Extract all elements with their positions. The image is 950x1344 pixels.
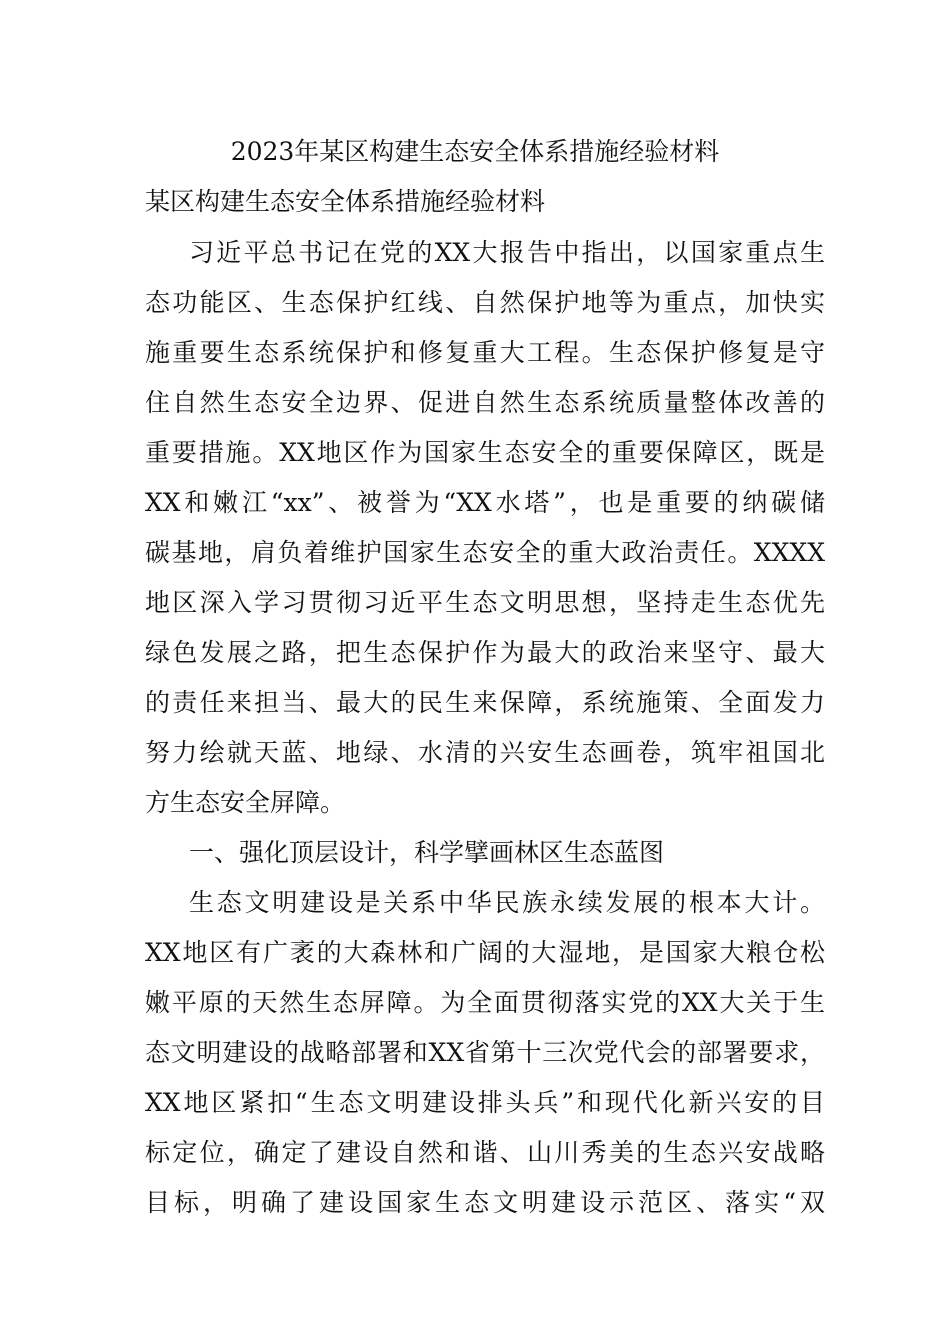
paragraph-line: 嫩平原的天然生态屏障。为全面贯彻落实党的XX大关于生 (145, 988, 825, 1017)
paragraph-line: 习近平总书记在党的XX大报告中指出，以国家重点生 (189, 238, 825, 267)
paragraph-line: 方生态安全屏障。 (145, 788, 346, 817)
document-title: 2023年某区构建生态安全体系措施经验材料 (230, 137, 720, 166)
paragraph-line: 地区深入学习贯彻习近平生态文明思想，坚持走生态优先 (145, 588, 825, 617)
paragraph-line: 施重要生态系统保护和修复重大工程。生态保护修复是守 (145, 338, 825, 367)
paragraph-line: 态功能区、生态保护红线、自然保护地等为重点，加快实 (145, 288, 825, 317)
paragraph-line: 碳基地，肩负着维护国家生态安全的重大政治责任。XXXX (145, 538, 825, 567)
paragraph-line: 的责任来担当、最大的民生来保障，系统施策、全面发力 (145, 688, 825, 717)
paragraph-line: XX和嫩江“xx”、被誉为“XX水塔”，也是重要的纳碳储 (145, 488, 825, 517)
document-body (145, 228, 825, 1228)
paragraph-line: 目标，明确了建设国家生态文明建设示范区、落实“双 (145, 1188, 825, 1217)
paragraph-line: 生态文明建设是关系中华民族永续发展的根本大计。 (189, 888, 825, 917)
paragraph-line: XX地区紧扣“生态文明建设排头兵”和现代化新兴安的目 (145, 1088, 825, 1117)
document-subtitle: 某区构建生态安全体系措施经验材料 (145, 187, 546, 216)
paragraph-line: 态文明建设的战略部署和XX省第十三次党代会的部署要求， (145, 1038, 825, 1067)
section-heading: 一、强化顶层设计，科学擘画林区生态蓝图 (189, 838, 665, 867)
paragraph-line: 标定位，确定了建设自然和谐、山川秀美的生态兴安战略 (145, 1138, 825, 1167)
paragraph-line: 努力绘就天蓝、地绿、水清的兴安生态画卷，筑牢祖国北 (145, 738, 825, 767)
paragraph-line: 住自然生态安全边界、促进自然生态系统质量整体改善的 (145, 388, 825, 417)
paragraph-line: 重要措施。XX地区作为国家生态安全的重要保障区，既是 (145, 438, 825, 467)
paragraph-line: 绿色发展之路，把生态保护作为最大的政治来坚守、最大 (145, 638, 825, 667)
paragraph-line: XX地区有广袤的大森林和广阔的大湿地，是国家大粮仓松 (145, 938, 825, 967)
